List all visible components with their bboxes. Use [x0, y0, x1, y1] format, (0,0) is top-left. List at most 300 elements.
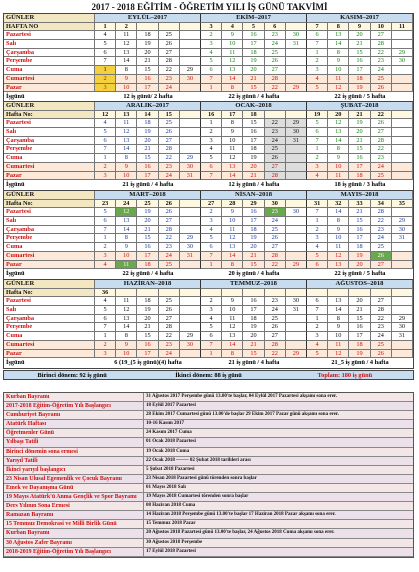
month-header-row [4, 280, 413, 289]
date-cell [180, 40, 201, 49]
date-cell: 15 [137, 332, 158, 341]
day-row [4, 66, 413, 75]
date-cell: 30 [180, 341, 201, 350]
date-cell [180, 84, 201, 93]
date-cell: 8 [328, 315, 349, 324]
date-cell: 8 [222, 261, 243, 270]
date-cell: 28 [159, 323, 180, 332]
date-cell: 15 [137, 234, 158, 243]
date-cell: 12 [328, 84, 349, 93]
date-cell: 29 [392, 49, 413, 58]
date-cell: 29 [180, 332, 201, 341]
week-number: 33 [349, 200, 370, 209]
week-number [180, 111, 201, 120]
date-cell [392, 154, 413, 163]
date-cell: 12 [222, 323, 243, 332]
event-date: 17 Eylül 2018 Pazartesi [146, 548, 196, 554]
day-row [4, 323, 413, 332]
date-cell: 20 [349, 31, 370, 40]
day-group [307, 341, 413, 350]
day-label: Perşembe [4, 57, 95, 66]
day-group [95, 315, 201, 324]
week-number: 28 [222, 200, 243, 209]
date-cell: 1 [95, 66, 116, 75]
date-cell: 3 [307, 332, 328, 341]
date-cell: 16 [349, 154, 370, 163]
date-cell: 21 [137, 145, 158, 154]
date-cell: 7 [201, 252, 222, 261]
date-cell [392, 75, 413, 84]
day-group [307, 234, 413, 243]
date-cell: 2 [307, 154, 328, 163]
date-cell [392, 128, 413, 137]
day-group [307, 145, 413, 154]
event-date: 30 Ağustos 2018 Perşembe [146, 539, 203, 545]
date-cell: 28 [371, 306, 392, 315]
day-label: Çarşamba [4, 137, 95, 146]
date-cell: 10 [328, 332, 349, 341]
date-cell: 17 [349, 163, 370, 172]
event-date: 14 Haziran 2018 Perşembe günü 13.00'te başlar 17 Haziran 2018 Pazar akşamı sona erer. [146, 512, 336, 518]
day-group [95, 297, 201, 306]
date-cell: 20 [137, 49, 158, 58]
date-cell: 18 [137, 31, 158, 40]
day-group [201, 226, 307, 235]
date-cell: 26 [265, 323, 286, 332]
week-number: 3 [201, 23, 222, 32]
date-cell: 2 [307, 323, 328, 332]
date-cell [180, 323, 201, 332]
month-name: MAYIS–2018 [307, 191, 413, 200]
week-number: 27 [201, 200, 222, 209]
date-cell: 17 [137, 252, 158, 261]
week-number: 4 [222, 23, 243, 32]
date-cell: 12 [328, 119, 349, 128]
day-group [201, 172, 307, 181]
week-group [307, 111, 413, 120]
event-row [4, 438, 413, 447]
date-cell: 5 [307, 350, 328, 359]
event-row [4, 411, 413, 420]
date-cell: 7 [307, 137, 328, 146]
week-number [265, 111, 286, 120]
month-name: AĞUSTOS–2018 [307, 280, 413, 289]
date-cell: 2 [95, 341, 116, 350]
date-cell: 23 [159, 341, 180, 350]
date-cell: 19 [349, 84, 370, 93]
day-row [4, 217, 413, 226]
date-cell: 25 [265, 315, 286, 324]
date-cell: 2 [201, 297, 222, 306]
date-cell: 11 [222, 315, 243, 324]
date-cell [392, 172, 413, 181]
date-cell: 21 [349, 306, 370, 315]
date-cell: 25 [159, 31, 180, 40]
date-cell: 26 [159, 306, 180, 315]
date-cell: 29 [180, 66, 201, 75]
day-group [95, 208, 201, 217]
date-cell [286, 49, 307, 58]
date-cell: 1 [95, 154, 116, 163]
day-group [307, 315, 413, 324]
date-cell: 26 [159, 208, 180, 217]
date-cell: 3 [95, 252, 116, 261]
day-group [95, 217, 201, 226]
date-cell: 14 [222, 172, 243, 181]
day-group [201, 128, 307, 137]
day-group [201, 350, 307, 359]
date-cell: 25 [159, 261, 180, 270]
date-cell [392, 31, 413, 40]
date-cell: 26 [371, 119, 392, 128]
date-cell: 28 [265, 172, 286, 181]
date-cell: 27 [371, 261, 392, 270]
date-cell: 22 [159, 66, 180, 75]
date-cell: 9 [222, 208, 243, 217]
date-cell: 25 [159, 297, 180, 306]
event-name: Yılbaşı Tatili [4, 438, 144, 446]
day-label: Cumartesi [4, 341, 95, 350]
date-cell: 15 [349, 49, 370, 58]
week-number [392, 111, 413, 120]
event-row [4, 475, 413, 484]
date-cell: 13 [222, 163, 243, 172]
event-row [4, 429, 413, 438]
day-group [307, 57, 413, 66]
date-cell: 15 [243, 350, 264, 359]
date-cell: 24 [265, 217, 286, 226]
date-cell [286, 172, 307, 181]
date-cell: 16 [349, 57, 370, 66]
date-cell: 21 [243, 172, 264, 181]
day-group [95, 57, 201, 66]
day-label: Cuma [4, 154, 95, 163]
date-cell: 19 [243, 57, 264, 66]
day-group [95, 252, 201, 261]
date-cell: 14 [328, 306, 349, 315]
day-group [201, 297, 307, 306]
event-row [4, 539, 413, 548]
date-cell: 27 [159, 49, 180, 58]
date-cell: 14 [116, 145, 137, 154]
date-cell: 1 [307, 145, 328, 154]
date-cell: 6 [95, 49, 116, 58]
week-group [201, 200, 307, 209]
date-cell: 21 [349, 40, 370, 49]
date-cell [392, 208, 413, 217]
date-cell: 24 [265, 306, 286, 315]
events-table [3, 392, 414, 558]
week-group [307, 200, 413, 209]
date-cell [286, 145, 307, 154]
date-cell: 14 [116, 226, 137, 235]
date-cell: 4 [95, 31, 116, 40]
day-label: Salı [4, 217, 95, 226]
date-cell: 9 [222, 297, 243, 306]
day-group [307, 128, 413, 137]
date-cell: 4 [307, 172, 328, 181]
date-cell: 9 [116, 75, 137, 84]
month-footer: 12 iş günü/ 2 hafta [123, 93, 173, 101]
event-name: Öğretmenler Günü [4, 429, 144, 437]
day-group [95, 226, 201, 235]
week-number: 11 [392, 23, 413, 32]
week-number: 9 [349, 23, 370, 32]
date-cell: 2 [201, 208, 222, 217]
date-cell: 28 [159, 57, 180, 66]
date-cell: 6 [95, 315, 116, 324]
day-group [95, 128, 201, 137]
date-cell: 30 [286, 208, 307, 217]
date-cell: 3 [307, 234, 328, 243]
event-date: 19 Ocak 2018 Cuma [146, 448, 190, 454]
day-group [95, 172, 201, 181]
hafta-no-label: HAFTA NO [4, 23, 95, 32]
day-group [307, 154, 413, 163]
day-group [307, 172, 413, 181]
week-number: 29 [243, 200, 264, 209]
day-label: Salı [4, 128, 95, 137]
day-label: Pazartesi [4, 208, 95, 217]
date-cell: 29 [286, 350, 307, 359]
event-name: 30 Ağustos Zafer Bayramı [4, 539, 144, 547]
date-cell: 25 [371, 172, 392, 181]
date-cell: 14 [222, 75, 243, 84]
day-label: Pazar [4, 350, 95, 359]
date-cell: 20 [243, 332, 264, 341]
date-cell: 31 [180, 172, 201, 181]
date-cell: 8 [116, 154, 137, 163]
date-cell: 6 [201, 66, 222, 75]
date-cell: 15 [349, 217, 370, 226]
month-footer: 22 iş günü / 4 hafta [228, 93, 280, 101]
date-cell [180, 119, 201, 128]
date-cell: 1 [95, 332, 116, 341]
date-cell: 30 [180, 163, 201, 172]
date-cell: 13 [116, 49, 137, 58]
week-number-row [4, 111, 413, 120]
week-number [286, 200, 307, 209]
week-group [95, 289, 201, 298]
date-cell: 10 [222, 40, 243, 49]
date-cell: 7 [307, 208, 328, 217]
week-number: 7 [307, 23, 328, 32]
day-row [4, 297, 413, 306]
date-cell: 18 [349, 243, 370, 252]
date-cell: 26 [371, 84, 392, 93]
calendar-block-0 [3, 13, 414, 103]
date-cell: 23 [265, 208, 286, 217]
date-cell: 23 [265, 31, 286, 40]
date-cell [180, 128, 201, 137]
day-row [4, 75, 413, 84]
event-row [4, 511, 413, 520]
day-label: Perşembe [4, 323, 95, 332]
date-cell: 4 [201, 315, 222, 324]
week-group [95, 111, 201, 120]
date-cell: 13 [116, 217, 137, 226]
week-number: 30 [265, 200, 286, 209]
date-cell [392, 40, 413, 49]
date-cell [286, 332, 307, 341]
date-cell: 13 [328, 261, 349, 270]
date-cell: 13 [222, 243, 243, 252]
date-cell: 20 [137, 217, 158, 226]
date-cell: 13 [222, 66, 243, 75]
day-group [307, 323, 413, 332]
date-cell: 23 [159, 243, 180, 252]
month-footer: 18 iş günü / 3 hafta [334, 181, 386, 189]
date-cell: 9 [116, 243, 137, 252]
date-cell: 20 [349, 297, 370, 306]
date-cell: 21 [243, 252, 264, 261]
day-group [201, 261, 307, 270]
day-group [95, 261, 201, 270]
week-number [180, 23, 201, 32]
date-cell: 29 [286, 261, 307, 270]
date-cell: 20 [243, 243, 264, 252]
date-cell: 19 [349, 350, 370, 359]
date-cell: 24 [159, 84, 180, 93]
event-date: 24 Kasım 2017 Cuma [146, 430, 192, 436]
date-cell: 31 [392, 332, 413, 341]
date-cell: 9 [222, 128, 243, 137]
date-cell: 23 [159, 163, 180, 172]
date-cell: 1 [307, 315, 328, 324]
month-footer: 12 iş günü / 4 hafta [228, 181, 280, 189]
date-cell: 16 [243, 31, 264, 40]
week-number: 12 [95, 111, 116, 120]
date-cell: 30 [392, 323, 413, 332]
month-footer: 20 iş günü / 4 hafta [228, 270, 280, 278]
date-cell: 15 [243, 261, 264, 270]
date-cell: 7 [95, 145, 116, 154]
date-cell: 9 [116, 341, 137, 350]
date-cell: 19 [349, 119, 370, 128]
date-cell: 8 [222, 119, 243, 128]
date-cell: 22 [371, 145, 392, 154]
week-number [286, 289, 307, 298]
date-cell: 18 [243, 226, 264, 235]
month-name: HAZİRAN–2018 [95, 280, 201, 289]
month-footer: 22 iş günü / 5 hafta [334, 93, 386, 101]
date-cell: 25 [159, 119, 180, 128]
date-cell: 10 [328, 66, 349, 75]
day-label: Pazartesi [4, 31, 95, 40]
date-cell: 29 [180, 234, 201, 243]
date-cell: 10 [328, 234, 349, 243]
day-group [95, 234, 201, 243]
date-cell: 14 [328, 208, 349, 217]
date-cell [286, 57, 307, 66]
calendar-block-1 [3, 101, 414, 191]
date-cell: 17 [349, 234, 370, 243]
week-number: 18 [243, 111, 264, 120]
date-cell [392, 119, 413, 128]
calendar-title: 2017 - 2018 EĞİTİM - ÖĞRETİM YILI İŞ GÜNÜ TAKVİMİ [91, 2, 328, 12]
date-cell [392, 243, 413, 252]
date-cell: 14 [116, 57, 137, 66]
date-cell: 4 [307, 341, 328, 350]
week-number: 10 [371, 23, 392, 32]
date-cell: 15 [349, 315, 370, 324]
event-row [4, 493, 413, 502]
day-group [95, 154, 201, 163]
week-number: 32 [328, 200, 349, 209]
date-cell: 4 [201, 145, 222, 154]
date-cell: 22 [371, 217, 392, 226]
event-name: Kurban Bayramı [4, 393, 144, 401]
week-number [159, 289, 180, 298]
date-cell [180, 315, 201, 324]
day-row [4, 172, 413, 181]
date-cell [286, 315, 307, 324]
date-cell: 10 [222, 217, 243, 226]
day-group [95, 163, 201, 172]
date-cell [392, 84, 413, 93]
day-group [95, 350, 201, 359]
date-cell: 18 [243, 145, 264, 154]
week-group [95, 23, 201, 32]
date-cell: 27 [159, 217, 180, 226]
day-group [307, 217, 413, 226]
day-label: Perşembe [4, 145, 95, 154]
date-cell: 15 [137, 154, 158, 163]
date-cell: 13 [222, 332, 243, 341]
date-cell: 28 [371, 137, 392, 146]
date-cell: 3 [95, 350, 116, 359]
date-cell: 27 [159, 137, 180, 146]
date-cell: 8 [328, 217, 349, 226]
date-cell: 19 [243, 234, 264, 243]
date-cell: 16 [137, 341, 158, 350]
date-cell [286, 154, 307, 163]
date-cell: 17 [243, 137, 264, 146]
day-row [4, 306, 413, 315]
date-cell: 11 [222, 49, 243, 58]
date-cell [286, 163, 307, 172]
date-cell: 30 [180, 75, 201, 84]
day-group [95, 84, 201, 93]
date-cell: 22 [159, 154, 180, 163]
day-label: Pazartesi [4, 297, 95, 306]
week-number [180, 200, 201, 209]
date-cell: 5 [201, 154, 222, 163]
event-date: 18 Eylül 2017 Pazartesi [146, 403, 196, 409]
day-row [4, 332, 413, 341]
day-group [307, 163, 413, 172]
day-group [307, 137, 413, 146]
date-cell: 23 [371, 57, 392, 66]
week-number: 20 [328, 111, 349, 120]
date-cell: 2 [95, 75, 116, 84]
date-cell: 18 [243, 315, 264, 324]
day-group [201, 306, 307, 315]
week-number [159, 23, 180, 32]
day-group [307, 261, 413, 270]
date-cell: 4 [201, 49, 222, 58]
footer-row [4, 358, 413, 368]
date-cell: 27 [371, 297, 392, 306]
date-cell: 24 [159, 350, 180, 359]
date-cell: 24 [159, 172, 180, 181]
date-cell: 5 [95, 208, 116, 217]
day-row [4, 341, 413, 350]
day-group [95, 306, 201, 315]
event-date: 08 Haziran 2018 Cuma [146, 503, 196, 509]
date-cell: 20 [137, 137, 158, 146]
date-cell [286, 252, 307, 261]
